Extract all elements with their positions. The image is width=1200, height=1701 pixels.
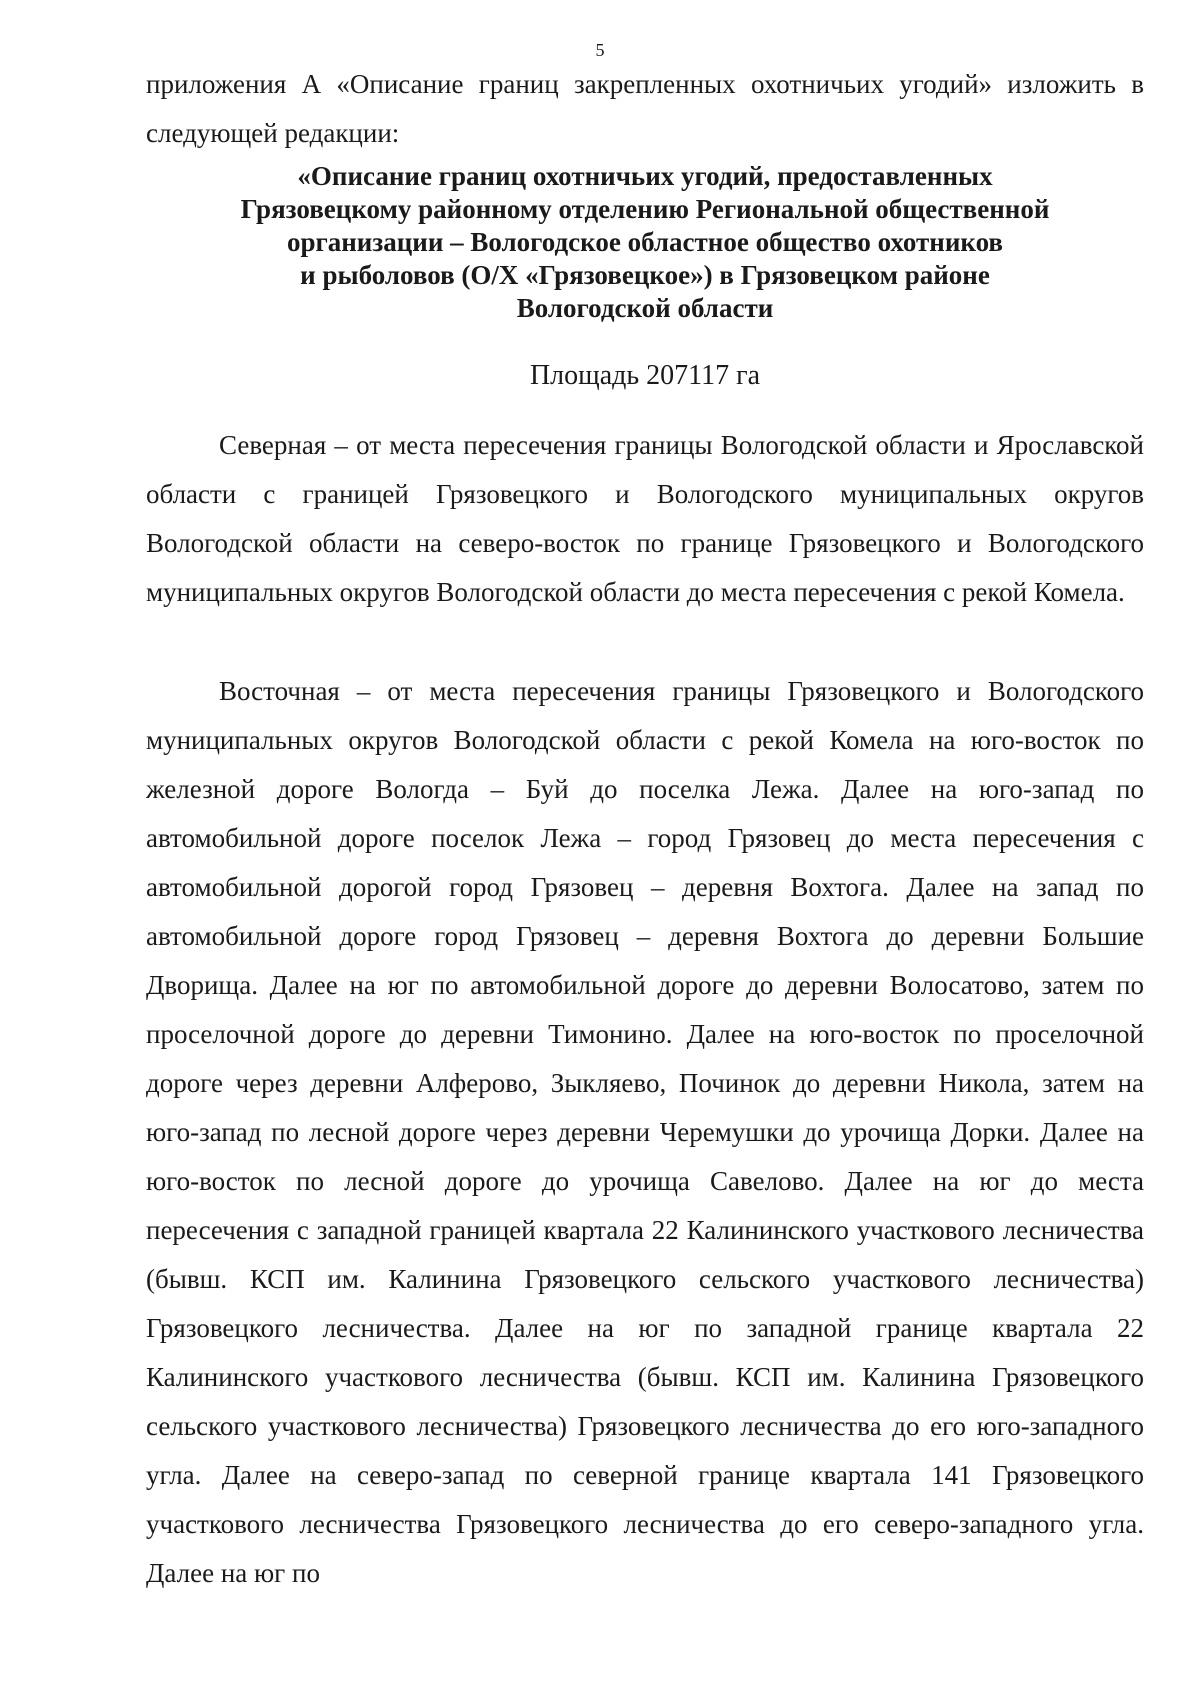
- paragraph-text: Восточная – от места пересечения границы Грязовецкого и Вологодского муниципальных округов Вологодской области с рекой Комела на юго-восток по железной дороге Вологда – Буй до поселка Лежа. Далее на юго-запад по автомобильной дороге поселок Лежа – город Грязовец до места пересечения с автомобильной дорогой город Грязовец – деревня Вохтога. Далее на запад по автомобильной дороге город Грязовец – деревня Вохтога до деревни Большие Дворища. Далее на юг по автомобильной дороге до деревни Волосатово, затем по проселочной дороге до деревни Тимонино. Далее на юго-восток по проселочной дороге через деревни Алферово, Зыкляево, Починок до деревни Никола, затем на юго-запад по лесной дороге через деревни Черемушки до урочища Дорки. Далее на юго-восток по лесной дороге до урочища Савелово. Далее на юг до места пересечения с западной границей квартала 22 Калининского участкового лесничества (бывш. КСП им. Калинина Грязовецкого сельского участкового лесничества) Грязовецкого лесничества. Далее на юг по западной границе квартала 22 Калининского участкового лесничества (бывш. КСП им. Калинина Грязовецкого сельского участкового лесничества) Грязовецкого лесничества до его юго-западного угла. Далее на северо-запад по северной границе квартала 141 Грязовецкого участкового лесничества Грязовецкого лесничества до его северо-западного угла. Далее на юг по: [146, 676, 1144, 1588]
- paragraph-eastern-boundary: [146, 667, 1144, 1598]
- paragraph-northern-boundary: [146, 421, 1144, 617]
- title-line: организации – Вологодское областное общество охотников: [286, 227, 1004, 257]
- title-line: «Описание границ охотничьих угодий, предоставленных: [297, 161, 993, 191]
- document-title: [146, 160, 1144, 325]
- title-line: Вологодской области: [516, 293, 774, 323]
- title-line: Грязовецкому районному отделению Региональной общественной: [240, 194, 1050, 224]
- area-text: Площадь 207117 га: [529, 360, 761, 391]
- page-number: 5: [595, 40, 605, 60]
- paragraph-text: Северная – от места пересечения границы Вологодской области и Ярославской области с границей Грязовецкого и Вологодского муниципальных округов Вологодской области на северо-восток по границе Грязовецкого и Вологодского муниципальных округов Вологодской области до места пересечения с рекой Комела.: [146, 430, 1144, 607]
- title-line: и рыболовов (О/Х «Грязовецкое») в Грязовецком районе: [300, 260, 990, 290]
- intro-text: приложения А «Описание границ закрепленных охотничьих угодий» изложить в следующей редакции:: [146, 69, 1144, 148]
